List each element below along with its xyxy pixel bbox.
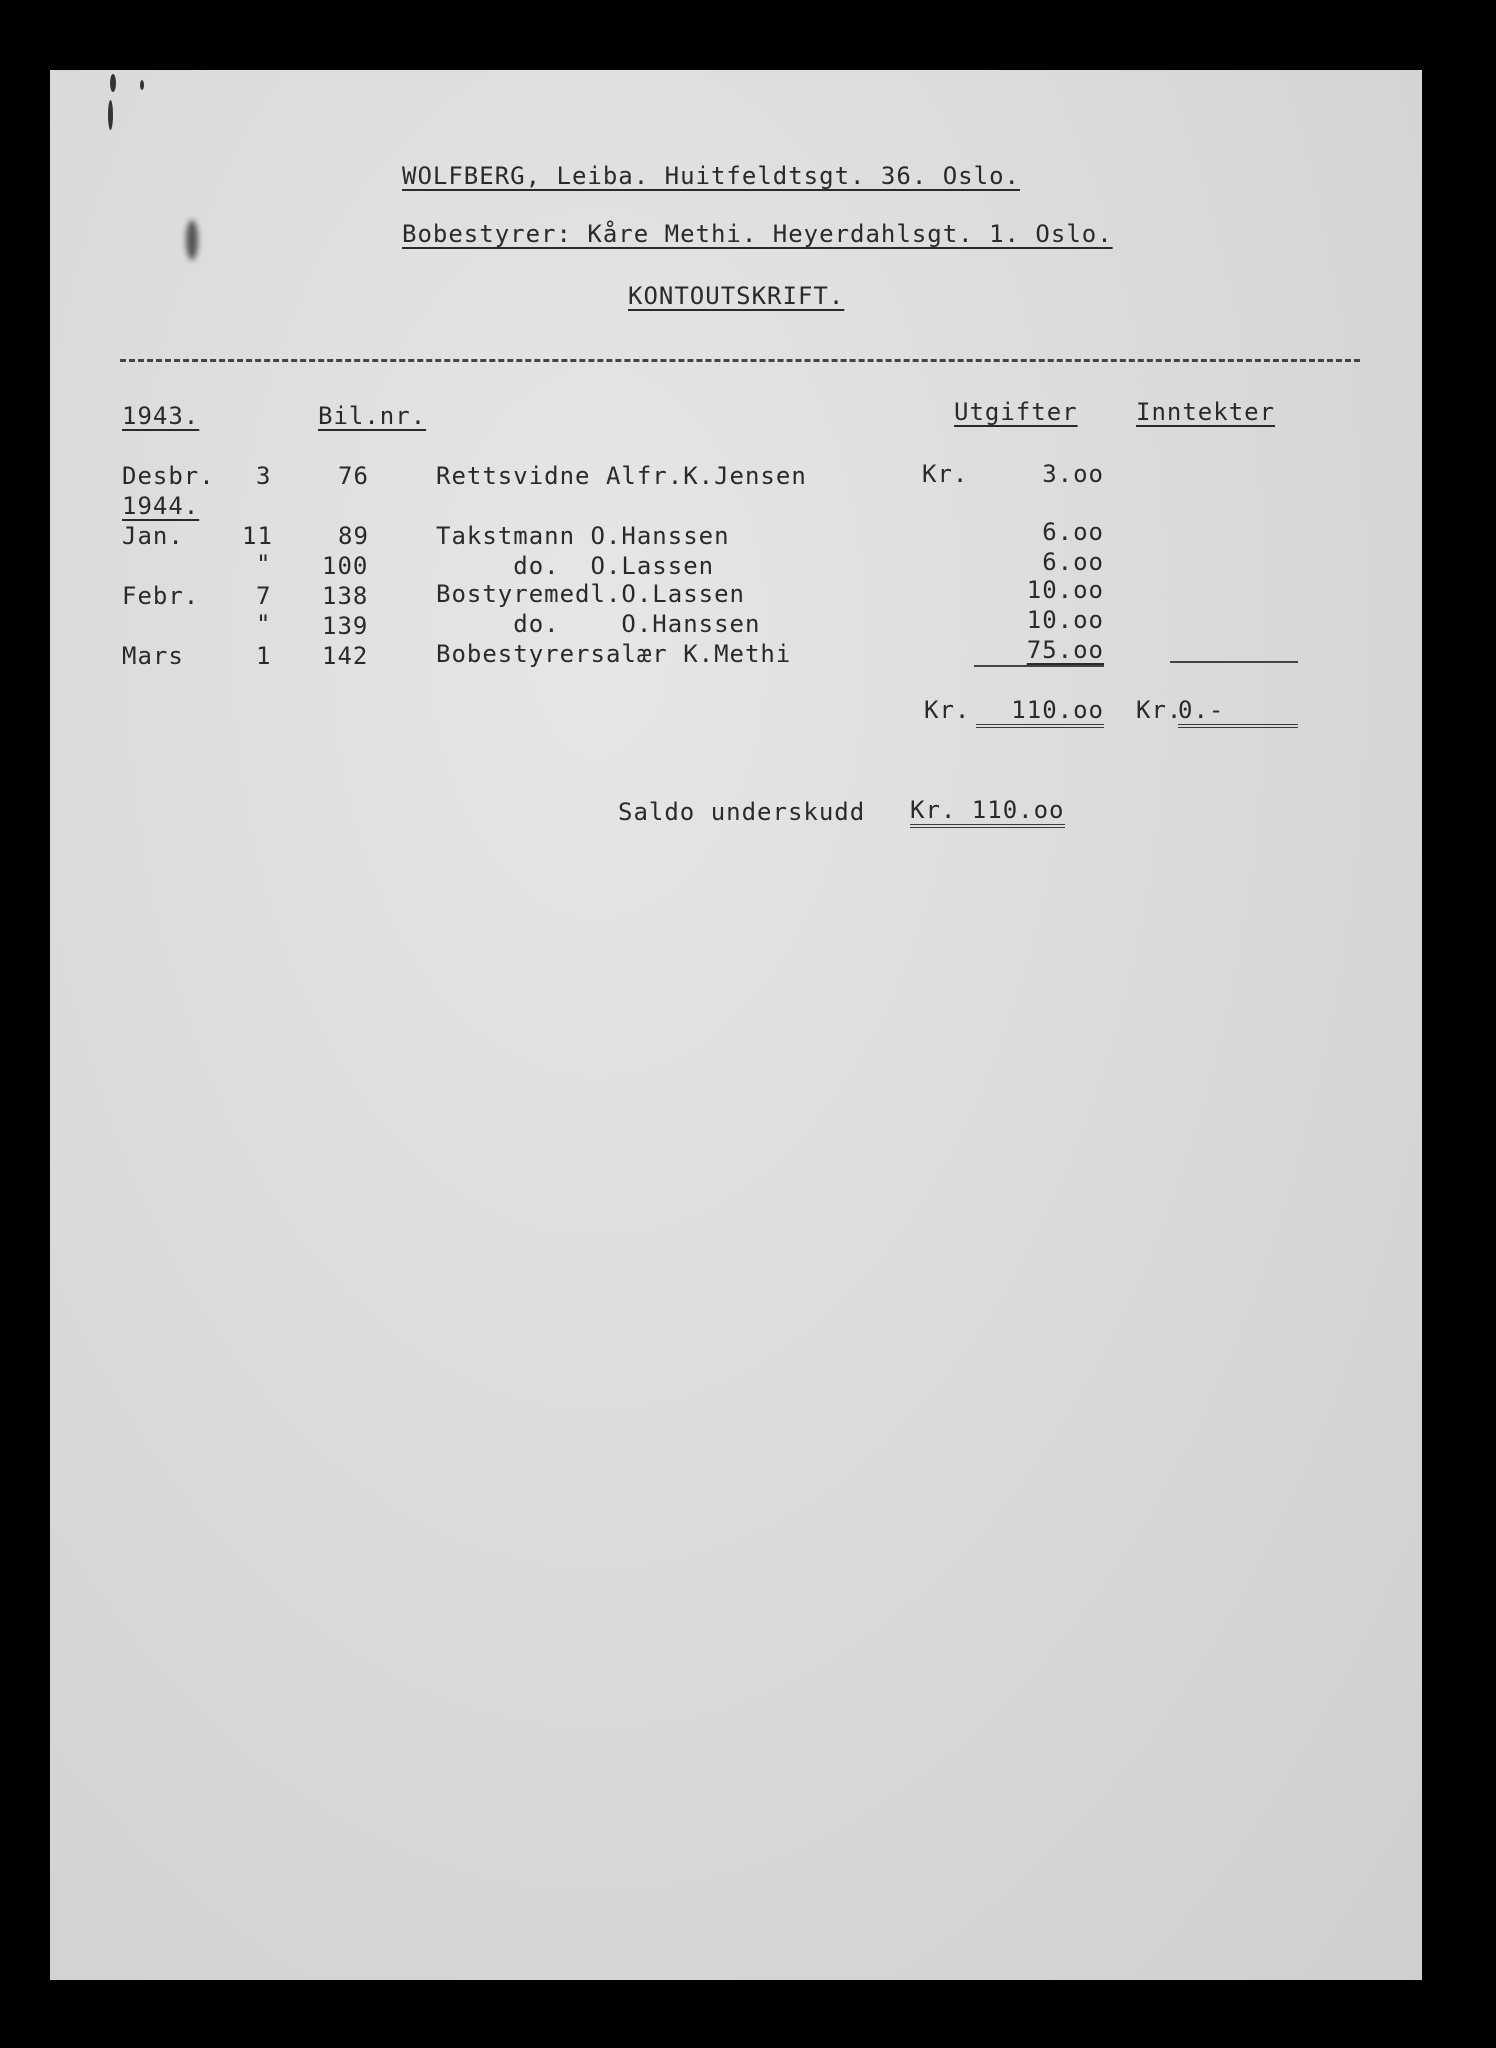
underline-inntekter — [1170, 661, 1298, 663]
total-utgifter-kr: Kr. — [924, 696, 971, 724]
row-month: Jan. — [122, 522, 184, 550]
row-day: 7 — [256, 582, 272, 610]
underline-utgifter — [974, 665, 1104, 667]
column-bilnr: Bil.nr. — [318, 402, 427, 430]
row-bil: 142 — [322, 642, 369, 670]
saldo-value: Kr. 110.oo — [910, 798, 1065, 828]
row-description: Bobestyrersalær K.Methi — [436, 640, 792, 668]
row-amount: 6.oo — [1042, 548, 1104, 576]
row-description: do. O.Hanssen — [436, 610, 761, 638]
row-month: Mars — [122, 642, 184, 670]
ink-spot — [108, 100, 113, 130]
column-utgifter: Utgifter — [954, 398, 1078, 426]
row-bil: 100 — [322, 552, 369, 580]
row-bil: 139 — [322, 612, 369, 640]
row-month: Febr. — [122, 582, 200, 610]
row-amount: 10.oo — [1026, 606, 1104, 634]
row-description: Takstmann O.Hanssen — [436, 522, 730, 550]
total-utgifter: 110.oo — [976, 698, 1104, 728]
header-name-address: WOLFBERG, Leiba. Huitfeldtsgt. 36. Oslo. — [402, 162, 1020, 190]
row-bil: 138 — [322, 582, 369, 610]
ink-spot — [140, 80, 144, 90]
row-bil: 76 — [338, 462, 369, 490]
ink-smudge — [186, 220, 198, 260]
row-description: Bostyremedl.O.Lassen — [436, 580, 745, 608]
row-day: 3 — [256, 462, 272, 490]
column-year: 1943. — [122, 402, 200, 430]
separator-rule — [120, 359, 1360, 362]
row-bil: 89 — [338, 522, 369, 550]
row-amount: 10.oo — [1026, 576, 1104, 604]
row-amount: 6.oo — [1042, 518, 1104, 546]
row-amount: 3.oo — [1042, 460, 1104, 488]
row-day: 11 — [242, 522, 273, 550]
row-amount: 75.oo — [1026, 636, 1104, 664]
row-day: " — [256, 550, 272, 578]
row-description: Rettsvidne Alfr.K.Jensen — [436, 462, 807, 490]
ink-spot — [110, 74, 116, 92]
column-inntekter: Inntekter — [1136, 398, 1276, 426]
document-page — [50, 70, 1422, 1980]
row-kr: Kr. — [922, 460, 969, 488]
row-day: 1 — [256, 642, 272, 670]
document-title: KONTOUTSKRIFT. — [628, 282, 845, 310]
row-month: Desbr. — [122, 462, 215, 490]
header-administrator: Bobestyrer: Kåre Methi. Heyerdahlsgt. 1. Oslo. — [402, 220, 1113, 248]
row-day: " — [256, 610, 272, 638]
row-description: do. O.Lassen — [436, 552, 715, 580]
total-inntekter: 0.- — [1178, 698, 1298, 728]
total-inntekter-kr: Kr. — [1136, 696, 1183, 724]
year-1944: 1944. — [122, 492, 200, 520]
saldo-label: Saldo underskudd — [618, 798, 866, 826]
